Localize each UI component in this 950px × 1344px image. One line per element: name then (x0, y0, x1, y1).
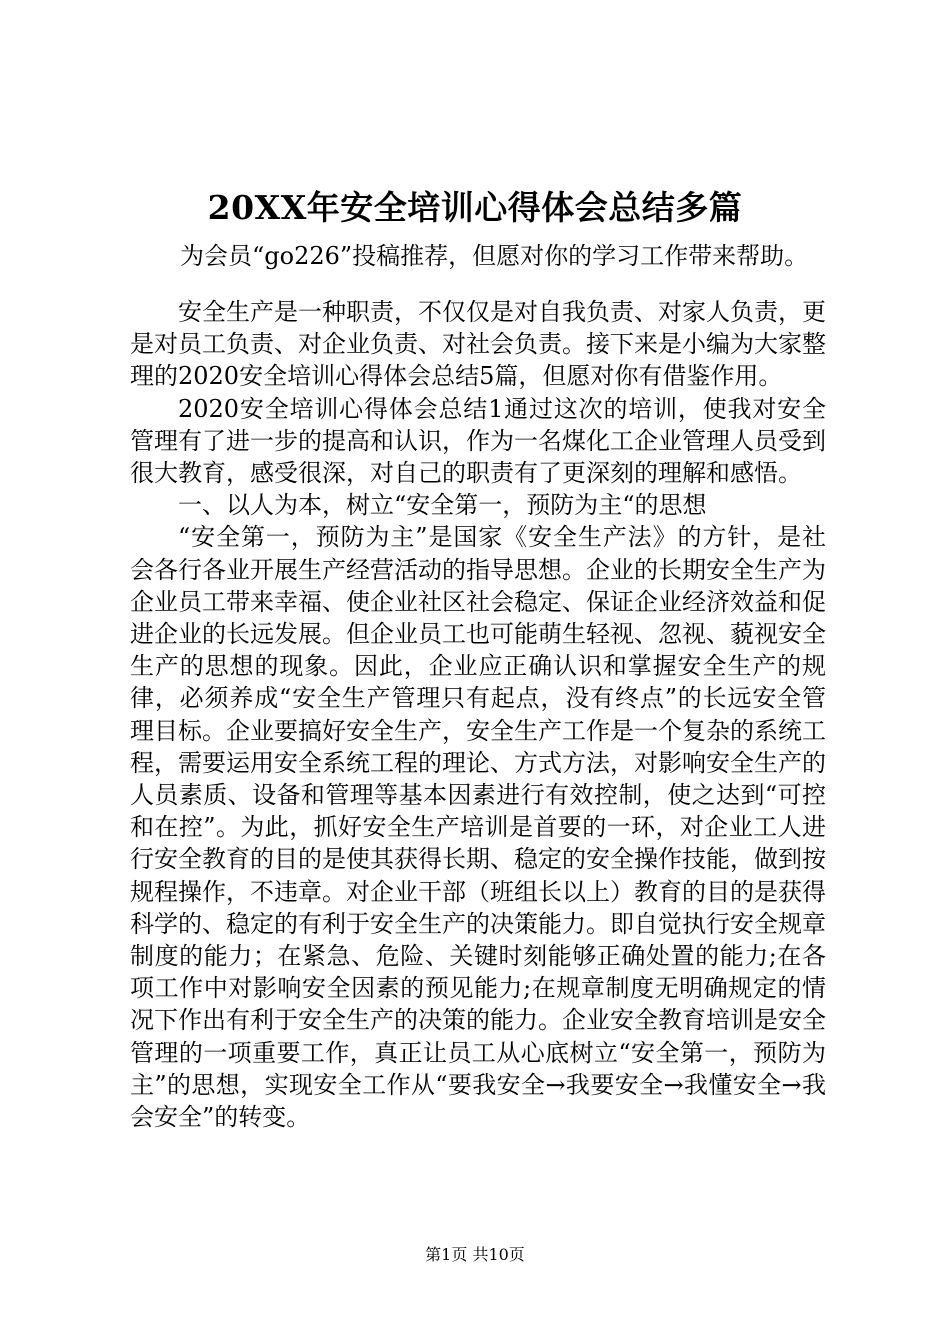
document-body (130, 296, 826, 1133)
body-paragraph: 安全生产是一种职责，不仅仅是对自我负责、对家人负责，更是对员工负责、对企业负责、对社会负责。接下来是小编为大家整理的2020安全培训心得体会总结5篇，但愿对你有借鉴作用。 (130, 298, 826, 391)
document-subtitle: 为会员“go226”投稿推荐，但愿对你的学习工作带来帮助。 (180, 242, 809, 270)
body-paragraph: “安全第一，预防为主”是国家《安全生产法》的方针，是社会各行各业开展生产经营活动的指导思想。企业的长期安全生产为企业员工带来幸福、使企业社区社会稳定、保证企业经济效益和促进企业的长远发展。但企业员工也可能萌生轻视、忽视、藐视安全生产的思想的现象。因此，企业应正确认识和掌握安全生产的规律，必须养成“安全生产管理只有起点，没有终点”的长远安全管理目标。企业要搞好安全生产，安全生产工作是一个复杂的系统工程，需要运用安全系统工程的理论、方式方法，对影响安全生产的人员素质、设备和管理等基本因素进行有效控制，使之达到“可控和在控”。为此，抓好安全生产培训是首要的一环，对企业工人进行安全教育的目的是使其获得长期、稳定的安全操作技能，做到按规程操作，不违章。对企业干部（班组长以上）教育的目的是获得科学的、稳定的有利于安全生产的决策能力。即自觉执行安全规章制度的能力；在紧急、危险、关键时刻能够正确处置的能力;在各项工作中对影响安全因素的预见能力;在规章制度无明确规定的情况下作出有利于安全生产的决策的能力。企业安全教育培训是安全管理的一项重要工作，真正让员工从心底树立“安全第一，预防为主”的思想，实现安全工作从“要我安全→我要安全→我懂安全→我会安全”的转变。 (130, 523, 826, 1132)
body-paragraph: 2020安全培训心得体会总结1通过这次的培训，使我对安全管理有了进一步的提高和认识，作为一名煤化工企业管理人员受到很大教育，感受很深，对自己的职责有了更深刻的理解和感悟。 (130, 394, 826, 488)
page-footer: 第1页 共10页 (425, 1245, 525, 1264)
document-title: 20XX年安全培训心得体会总结多篇 (207, 188, 743, 227)
section-heading: 一、以人为本，树立“安全第一，预防为主“的思想 (178, 491, 707, 520)
